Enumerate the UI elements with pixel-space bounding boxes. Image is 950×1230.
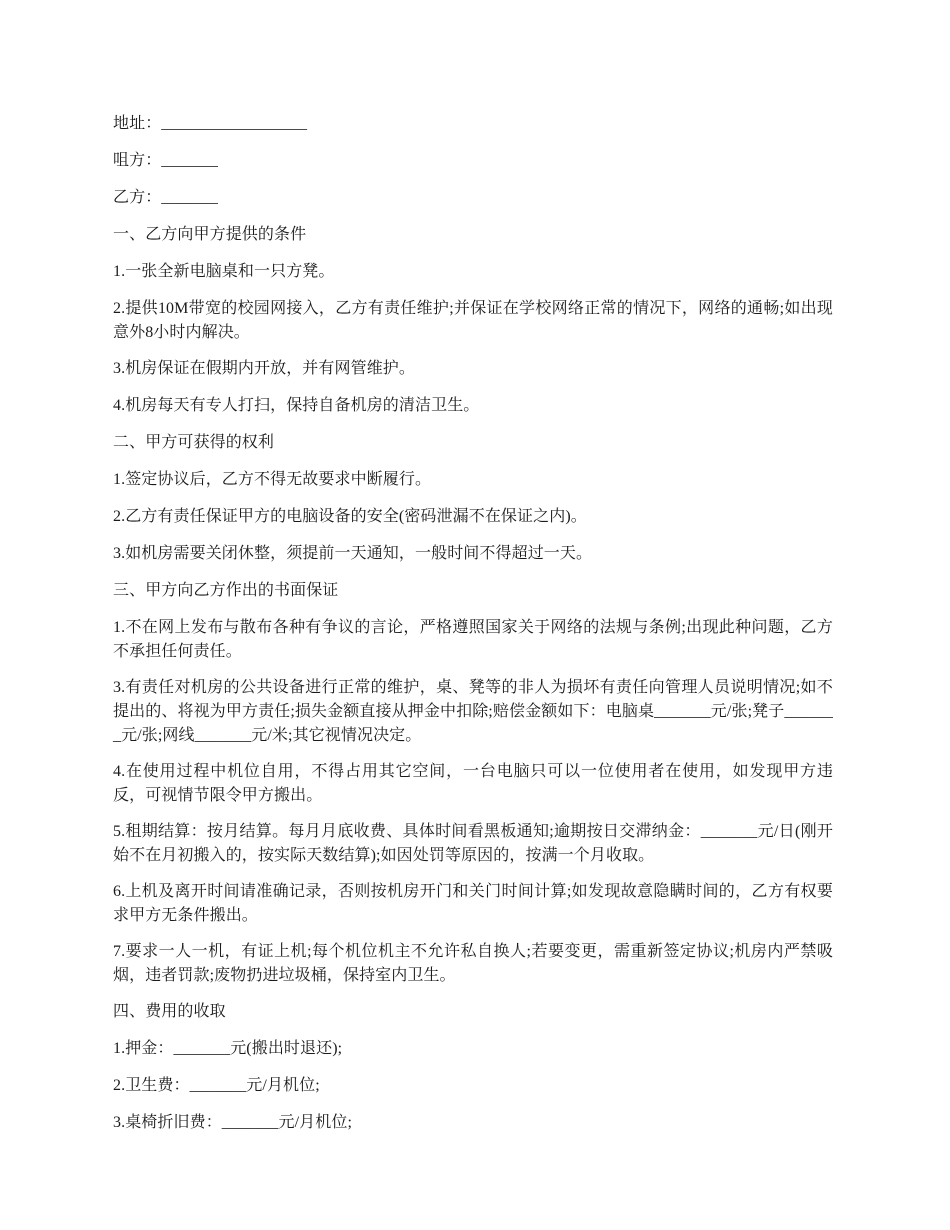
fee-sanitation: 2.卫生费：_______元/月机位; [113, 1077, 320, 1094]
clause-1-1: 1.一张全新电脑桌和一只方凳。 [113, 263, 335, 280]
clause-3-1: 1.不在网上发布与散布各种有争议的言论，严格遵照国家关于网络的法规与条例;出现此种问题，乙方不承担任何责任。 [113, 619, 833, 660]
fee-deposit: 1.押金：_______元(搬出时退还); [113, 1040, 343, 1057]
party-a-line: 咀方：_______ [113, 152, 218, 169]
clause-1-4: 4.机房每天有专人打扫，保持自备机房的清洁卫生。 [113, 397, 480, 414]
address-line: 地址：__________________ [113, 115, 308, 132]
contract-document [113, 112, 833, 1148]
clause-3-4: 4.在使用过程中机位自用，不得占用其它空间，一台电脑只可以一位使用者在使用，如发现甲方违反，可视情节限令甲方搬出。 [113, 763, 833, 804]
clause-3-6: 6.上机及离开时间请准确记录，否则按机房开门和关门时间计算;如发现故意隐瞒时间的，乙方有权要求甲方无条件搬出。 [113, 883, 833, 924]
clause-3-7: 7.要求一人一机，有证上机;每个机位机主不允许私自换人;若要变更，需重新签定协议;机房内严禁吸烟，违者罚款;废物扔进垃圾桶，保持室内卫生。 [113, 943, 833, 984]
clause-2-1: 1.签定协议后，乙方不得无故要求中断履行。 [113, 471, 432, 488]
clause-1-3: 3.机房保证在假期内开放，并有网管维护。 [113, 360, 416, 377]
clause-3-3: 3.有责任对机房的公共设备进行正常的维护，桌、凳等的非人为损坏有责任向管理人员说明情况;如不提出的、将视为甲方责任;损失金额直接从押金中扣除;赔偿金额如下：电脑桌_______元/张;凳子_______元/张;网线_______元/米;其它视情况决定。 [113, 679, 833, 744]
section-heading-1: 一、乙方向甲方提供的条件 [113, 226, 307, 243]
clause-2-2: 2.乙方有责任保证甲方的电脑设备的安全(密码泄漏不在保证之内)。 [113, 508, 587, 525]
clause-3-5: 5.租期结算：按月结算。每月月底收费、具体时间看黑板通知;逾期按日交滞纳金：_______元/日(刚开始不在月初搬入的，按实际天数结算);如因处罚等原因的，按满一个月收取。 [113, 823, 833, 864]
section-heading-3: 三、甲方向乙方作出的书面保证 [113, 582, 339, 599]
clause-1-2: 2.提供10M带宽的校园网接入，乙方有责任维护;并保证在学校网络正常的情况下，网络的通畅;如出现意外8小时内解决。 [113, 300, 833, 341]
section-heading-4: 四、费用的收取 [113, 1003, 226, 1020]
clause-2-3: 3.如机房需要关闭休整，须提前一天通知，一般时间不得超过一天。 [113, 545, 593, 562]
fee-depreciation: 3.桌椅折旧费：_______元/月机位; [113, 1114, 352, 1131]
section-heading-2: 二、甲方可获得的权利 [113, 434, 275, 451]
party-b-line: 乙方：_______ [113, 189, 218, 206]
